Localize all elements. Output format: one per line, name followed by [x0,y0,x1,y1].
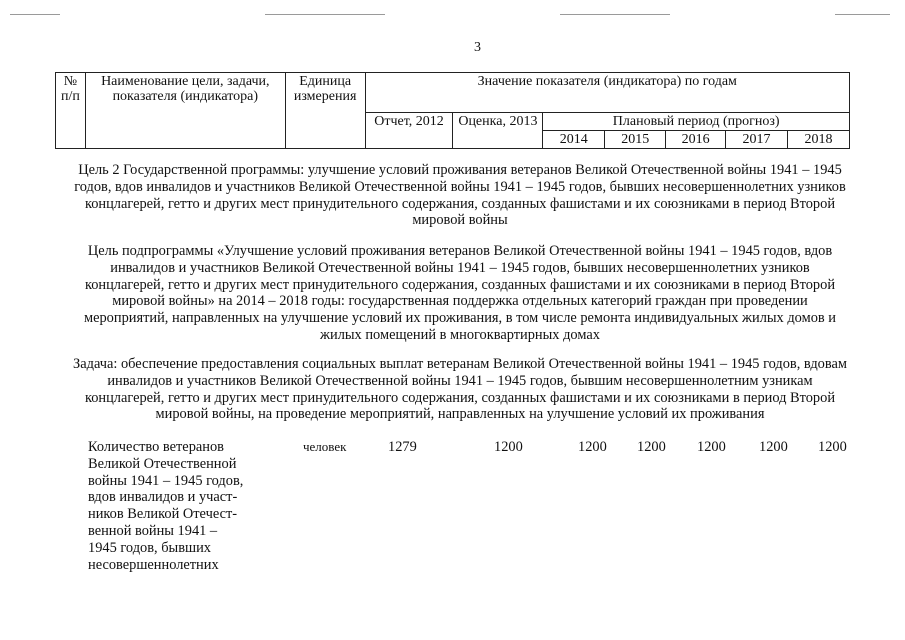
task-text: Задача: обеспечение предоставления социальных выплат ветеранам Великой Отечественной войны 1941 – 1945 годов, вдовам инвалидов и участников Великой Отечественной войны 1941 – 1945 годов, бывшим несовершеннолетним узникам концлагерей, гетто и других мест принудительного содержания, созданных фашистами и их союзниками в период Второй мировой войны, на проведение мероприятий, направленных на улучшение условий их проживания [73,356,847,423]
indicator-name-line: Количество ветеранов [88,439,224,455]
scan-artifact-line [10,14,60,15]
col-num-header: № п/п [56,73,86,149]
year-2015: 2015 [605,131,666,149]
plan-period-header: Плановый период (прогноз) [543,113,850,131]
value-report-2012: 1279 [388,439,417,455]
col-report-header: Отчет, 2012 [365,113,453,149]
subprogram-goal-text: Цель подпрограммы «Улучшение условий проживания ветеранов Великой Отечественной войны 1941 – 1945 годов, вдов инвалидов и участников Великой Отечественной войны 1941 – 1945 годов, бывших несовершеннолетних узников концлагерей, гетто и других мест принудительного содержания, созданных фашистами и их союзниками в период Второй мировой войны» на 2014 – 2018 годы: государственная поддержка отдельных категорий граждан при проведении мероприятий, направленных на улучшение условий их проживания, в том числе ремонта индивидуальных жилых домов и жилых помещений в многоквартирных домах [83,243,836,343]
scan-artifact-line [835,14,890,15]
year-2018: 2018 [787,131,849,149]
indicator-table-header [55,72,850,149]
indicator-unit: человек [303,439,347,454]
year-2014: 2014 [543,131,605,149]
indicator-name-line: Великой Отечественной [88,455,237,472]
year-2017: 2017 [726,131,788,149]
value-2017: 1200 [759,439,788,455]
scan-artifact-line [265,14,385,15]
value-2016: 1200 [697,439,726,455]
indicator-name-line: венной войны 1941 – [88,522,218,539]
value-2015: 1200 [637,439,666,455]
value-2014: 1200 [578,439,607,455]
col-estimate-header: Оценка, 2013 [453,113,543,149]
col-unit-header: Единица измерения [285,73,365,149]
col-name-header: Наименование цели, задачи, показателя (индикатора) [85,73,285,149]
indicator-name-line: 1945 годов, бывших [88,539,211,556]
year-2016: 2016 [666,131,726,149]
values-header: Значение показателя (индикатора) по годам [365,73,849,113]
indicator-name-line: ников Великой Отечест- [88,506,238,523]
indicator-name-line: войны 1941 – 1945 годов, [88,472,244,489]
page-number: 3 [474,40,481,55]
indicator-name-line: несовершеннолетних [88,556,219,573]
value-estimate-2013: 1200 [494,439,523,455]
indicator-name [88,439,283,573]
goal-2-text: Цель 2 Государственной программы: улучшение условий проживания ветеранов Великой Отечественной войны 1941 – 1945 годов, вдов инвалидов и участников Великой Отечественной войны 1941 – 1945 годов, бывших несовершеннолетних узников концлагерей, гетто и других мест принудительного содержания, созданных фашистами и их союзниками в период Второй мировой войны [74,162,846,229]
value-2018: 1200 [818,439,847,455]
scan-artifact-line [560,14,670,15]
indicator-name-line: вдов инвалидов и участ- [88,489,238,506]
